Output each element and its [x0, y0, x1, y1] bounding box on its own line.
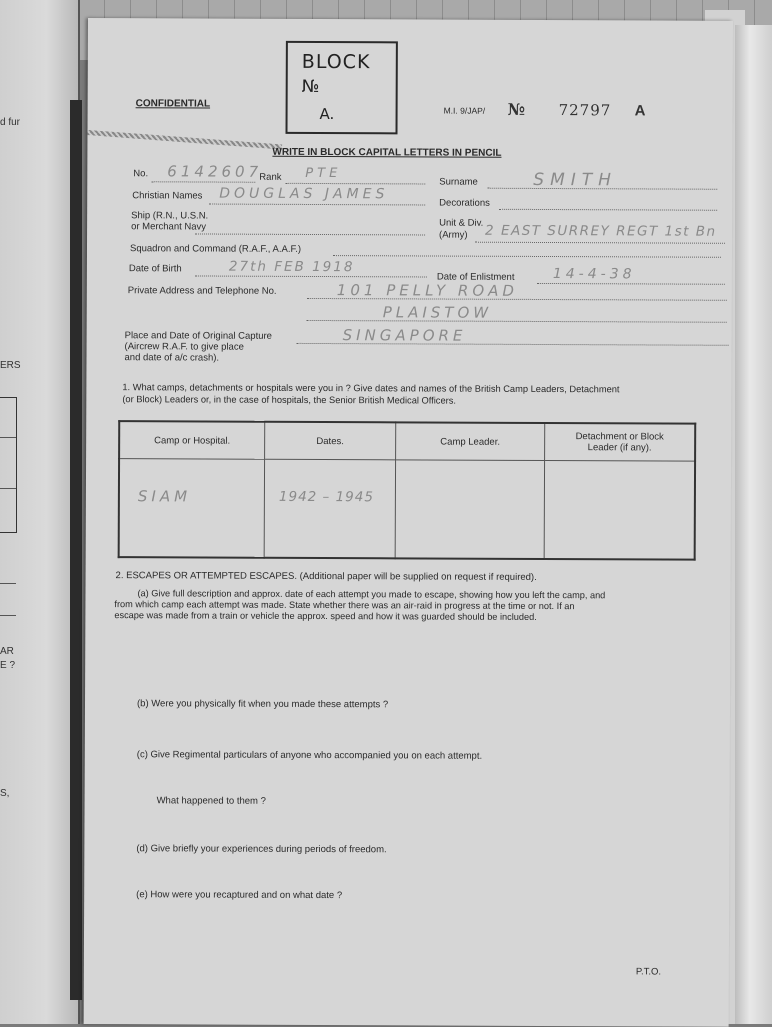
- q2c-text: (c) Give Regimental particulars of anyone who accompanied you on each attempt.: [136, 749, 483, 762]
- service-no-label: No.: [133, 168, 149, 180]
- instruction-heading: WRITE IN BLOCK CAPITAL LETTERS IN PENCIL: [272, 146, 502, 159]
- q2d-text: (d) Give briefly your experiences during periods of freedom.: [136, 843, 387, 856]
- left-page-fragment: ERS: [0, 360, 21, 371]
- surname-value: SMITH: [533, 169, 617, 191]
- q2a-line-1: (a) Give full description and approx. date of each attempt you made to escape, showing how you left the camp, and: [137, 588, 606, 601]
- left-page-fragment: S,: [0, 788, 10, 799]
- dates-value: 1942 – 1945: [278, 488, 374, 506]
- camps-table-header: [119, 421, 695, 461]
- capture-label: Place and Date of Original Capture: [124, 330, 272, 342]
- enlistment-label: Date of Enlistment: [436, 271, 515, 283]
- capture-value: SINGAPORE: [342, 326, 467, 345]
- left-page-rule: [0, 488, 16, 489]
- block-label: BLOCK: [301, 50, 371, 74]
- address-line-2: PLAISTOW: [382, 303, 493, 322]
- q2a-line-2: from which camp each attempt was made. State whether there was an air-raid in progress at the time or not. If an: [114, 599, 575, 612]
- binding-string: [87, 130, 282, 149]
- block-stamp: [285, 41, 397, 134]
- block-letter: A.: [319, 105, 335, 124]
- decorations-label: Decorations: [439, 197, 490, 209]
- enlistment-value: 14-4-38: [552, 266, 636, 283]
- service-no-value: 6142607: [167, 162, 263, 181]
- left-page-fragment: d fur: [0, 117, 21, 128]
- form-reference: M.I. 9/JAP/: [443, 105, 486, 116]
- left-page-rule: [0, 437, 16, 438]
- christian-names-label: Christian Names: [132, 190, 203, 202]
- address-label: Private Address and Telephone No.: [127, 285, 277, 297]
- left-page-fragment: E ?: [0, 660, 16, 671]
- serial-number-mark: №: [507, 99, 526, 119]
- pto-label: P.T.O.: [635, 966, 662, 978]
- q1-text: 1. What camps, detachments or hospitals were you in ? Give dates and names of the British Camp Leaders, Detachment: [122, 382, 620, 395]
- dob-label: Date of Birth: [128, 263, 182, 275]
- ship-label-2: or Merchant Navy: [131, 221, 207, 233]
- form-page: [84, 18, 733, 1027]
- q2a-line-3: escape was made from a train or vehicle the approx. speed and how it was guarded should be included.: [114, 610, 537, 622]
- ship-label: Ship (R.N., U.S.N.: [131, 210, 209, 222]
- rank-label: Rank: [259, 171, 282, 183]
- q2c-follow-up: What happened to them ?: [156, 795, 266, 807]
- column-header: Detachment or Block Leader (if any).: [545, 423, 696, 461]
- unit-value: 2 EAST SURREY REGT 1st Bn: [485, 222, 717, 240]
- left-page-rule: [0, 615, 16, 616]
- table-cell: [544, 460, 695, 559]
- left-page-rule: [0, 583, 16, 584]
- address-line-1: 101 PELLY ROAD: [336, 281, 519, 300]
- q2b-text: (b) Were you physically fit when you made these attempts ?: [136, 698, 389, 711]
- table-cell: [264, 459, 395, 558]
- capture-label-2: (Aircrew R.A.F. to give place: [124, 341, 244, 353]
- surname-label: Surname: [439, 176, 478, 188]
- camps-table: [118, 420, 697, 561]
- column-header: Camp or Hospital.: [119, 421, 265, 459]
- unit-label-2: (Army): [439, 229, 468, 241]
- table-cell: [119, 459, 265, 558]
- q2e-text: (e) How were you recaptured and on what date ?: [136, 889, 343, 902]
- classification-label: CONFIDENTIAL: [135, 98, 211, 110]
- column-header: Camp Leader.: [396, 422, 545, 460]
- left-page-fragment: AR: [0, 646, 14, 657]
- binding-shadow: [70, 100, 82, 1000]
- camp-name-value: SIAM: [137, 487, 192, 506]
- dob-value: 27th FEB 1918: [228, 258, 355, 276]
- block-number-mark: №: [301, 76, 320, 98]
- left-adjacent-page: [0, 0, 80, 1024]
- column-header: Dates.: [265, 422, 396, 460]
- squadron-label: Squadron and Command (R.A.F., A.A.F.): [129, 243, 302, 255]
- capture-label-3: and date of a/c crash).: [124, 352, 220, 364]
- serial-number: 72797: [558, 101, 612, 120]
- q1-text-2: (or Block) Leaders or, in the case of hospitals, the Senior British Medical Officers.: [122, 394, 456, 406]
- q2-heading: 2. ESCAPES OR ATTEMPTED ESCAPES. (Additional paper will be supplied on request if required).: [115, 570, 537, 583]
- rank-value: PTE: [305, 165, 342, 182]
- table-row: [119, 459, 695, 560]
- left-page-box: [0, 397, 17, 533]
- unit-label: Unit & Div.: [439, 217, 484, 229]
- christian-names-value: DOUGLAS JAMES: [219, 185, 389, 203]
- table-cell: [395, 460, 544, 559]
- serial-suffix: A: [634, 102, 646, 120]
- underlying-sheet-edge: [735, 25, 772, 1024]
